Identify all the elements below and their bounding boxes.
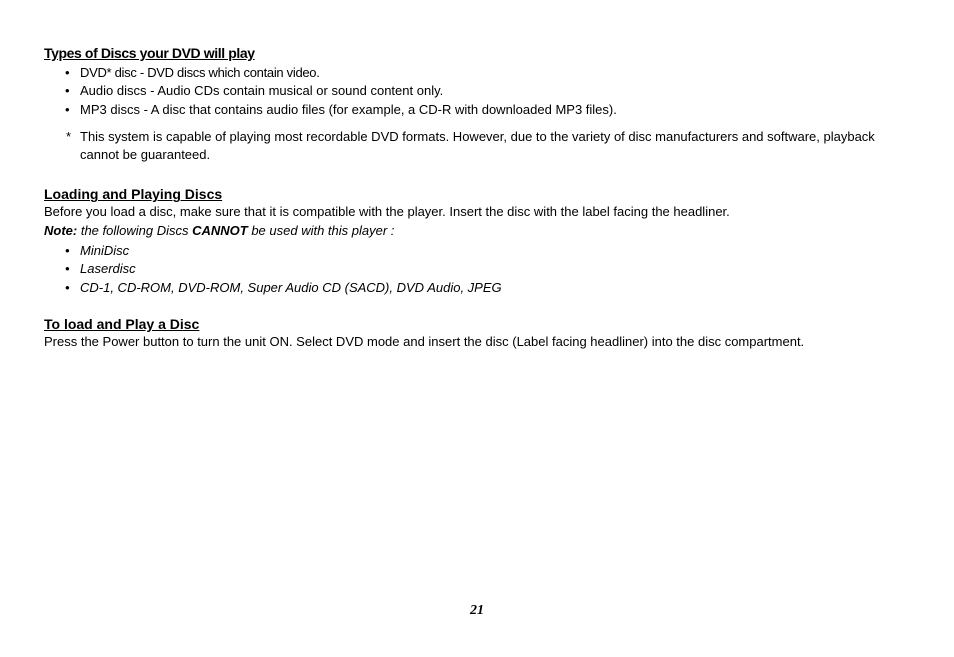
list-item: • DVD* disc - DVD discs which contain video. [44, 64, 904, 82]
load-play-text: Press the Power button to turn the unit ON. Select DVD mode and insert the disc (Label facing headliner) into the disc compartment. [44, 333, 805, 349]
page-number: 21 [470, 603, 484, 618]
loading-intro: Before you load a disc, make sure that it is compatible with the player. Insert the disc with the label facing the headliner. [44, 204, 730, 220]
section-disc-types [44, 44, 904, 164]
bullet-icon: • [65, 279, 70, 295]
section-heading-loading: Loading and Playing Discs [44, 186, 223, 203]
list-item: • Audio discs - Audio CDs contain musical or sound content only. [44, 82, 904, 100]
section-heading-disc-types: Types of Discs your DVD will play [44, 45, 255, 61]
bullet-icon: • [65, 243, 70, 259]
incompatible-discs-list [44, 242, 904, 297]
list-item: • MP3 discs - A disc that contains audio files (for example, a CD-R with downloaded MP3 files). [44, 101, 904, 119]
list-item: • Laserdisc [44, 260, 904, 278]
section-loading [44, 185, 904, 296]
bullet-icon: • [65, 65, 70, 80]
section-load-play [44, 315, 904, 351]
bullet-icon: • [65, 261, 70, 277]
footnote-marker: * [66, 128, 72, 144]
footnote-text: This system is capable of playing most recordable DVD formats. However, due to the variety of disc manufacturers and software, playback cannot be guaranteed. [80, 128, 875, 163]
disc-types-list [44, 64, 904, 119]
list-item: • MiniDisc [44, 242, 904, 260]
manual-page [44, 44, 904, 351]
note-emphasis: CANNOT [192, 222, 248, 238]
bullet-icon: • [65, 101, 70, 117]
note-line: Note: the following Discs CANNOT be used with this player : [44, 222, 395, 238]
footnote [44, 128, 904, 165]
section-heading-load-play: To load and Play a Disc [44, 315, 200, 332]
bullet-icon: • [65, 83, 70, 99]
list-item: • CD-1, CD-ROM, DVD-ROM, Super Audio CD (SACD), DVD Audio, JPEG [44, 279, 904, 297]
note-label: Note: [44, 222, 78, 238]
